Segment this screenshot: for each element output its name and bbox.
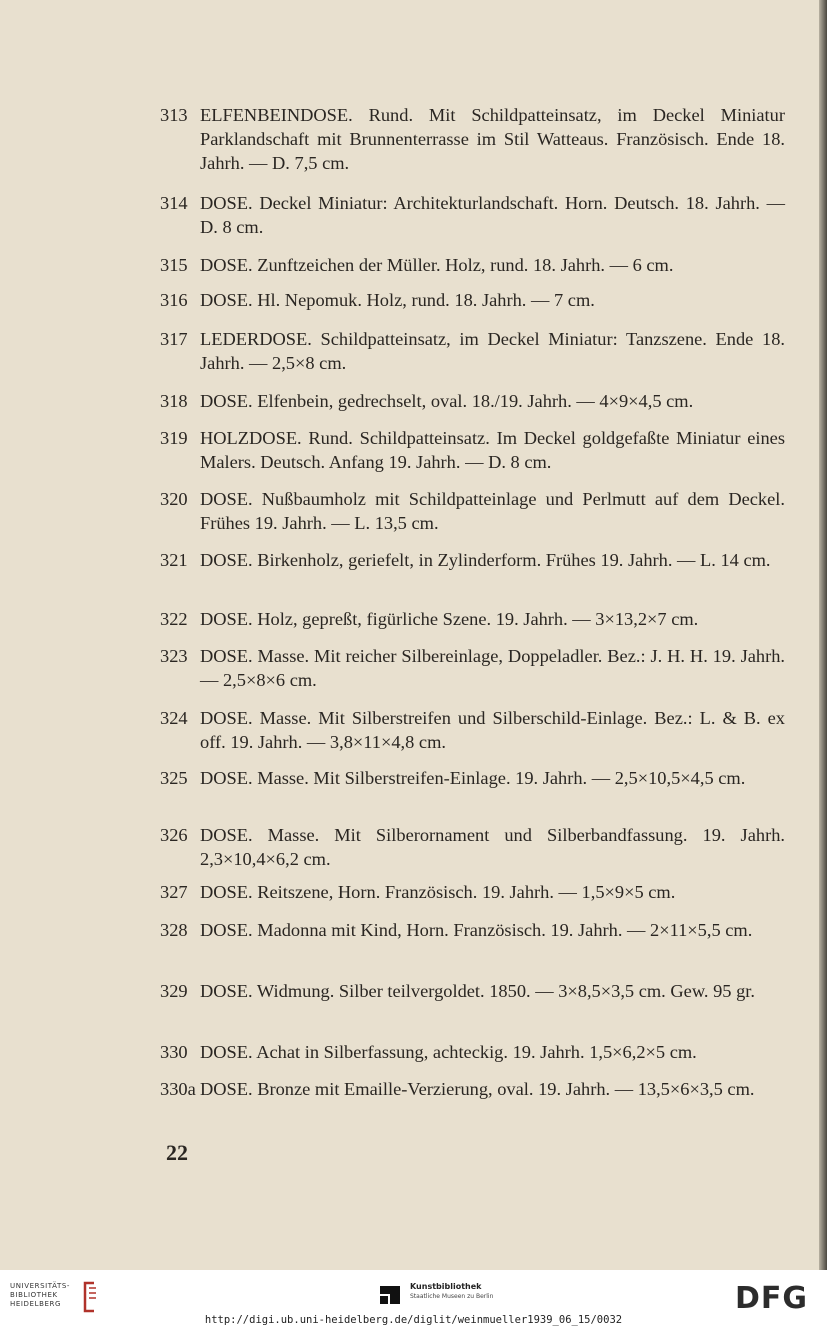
kunstbibliothek-subtitle: Staatliche Museen zu Berlin [410, 1293, 494, 1300]
entry-number: 319 [160, 428, 188, 448]
entry-number: 328 [160, 920, 188, 940]
catalog-entry [160, 979, 785, 1003]
catalog-entry [160, 327, 785, 375]
university-line: HEIDELBERG [10, 1300, 61, 1308]
entry-number: 321 [160, 550, 188, 570]
entry-text: DOSE. Madonna mit Kind, Horn. Französisch. 19. Jahrh. — 2×11×5,5 cm. [200, 920, 753, 940]
entry-number: 325 [160, 768, 188, 788]
source-url-link[interactable]: http://digi.ub.uni-heidelberg.de/diglit/weinmueller1939_06_15/0032 [204, 1314, 623, 1326]
entry-number: 327 [160, 882, 188, 902]
catalog-entry [160, 880, 785, 904]
entry-number: 323 [160, 646, 188, 666]
entry-text: DOSE. Hl. Nepomuk. Holz, rund. 18. Jahrh. — 7 cm. [200, 290, 595, 310]
entry-text: DOSE. Widmung. Silber teilvergoldet. 1850. — 3×8,5×3,5 cm. Gew. 95 gr. [200, 981, 755, 1001]
entry-number: 330a [160, 1079, 196, 1099]
dfg-logo[interactable]: DFG [735, 1281, 809, 1316]
catalog-entry [160, 426, 785, 474]
catalog-entry [160, 288, 785, 312]
entry-text: LEDERDOSE. Schildpatteinsatz, im Deckel Miniatur: Tanzszene. Ende 18. Jahrh. — 2,5×8 cm. [200, 329, 785, 373]
entry-number: 326 [160, 825, 188, 845]
university-line: BIBLIOTHEK [10, 1291, 58, 1299]
entry-text: DOSE. Zunftzeichen der Müller. Holz, rund. 18. Jahrh. — 6 cm. [200, 255, 674, 275]
entry-number: 318 [160, 391, 188, 411]
catalog-entry [160, 823, 785, 871]
university-line: UNIVERSITÄTS- [10, 1282, 71, 1290]
entry-number: 329 [160, 981, 188, 1001]
entry-text: DOSE. Birkenholz, geriefelt, in Zylinderform. Frühes 19. Jahrh. — L. 14 cm. [200, 550, 771, 570]
entry-number: 314 [160, 193, 188, 213]
university-emblem-icon [78, 1280, 100, 1314]
entry-text: DOSE. Masse. Mit Silberornament und Silberbandfassung. 19. Jahrh. 2,3×10,4×6,2 cm. [200, 825, 785, 869]
entry-text: DOSE. Reitszene, Horn. Französisch. 19. Jahrh. — 1,5×9×5 cm. [200, 882, 676, 902]
entry-text: DOSE. Elfenbein, gedrechselt, oval. 18./19. Jahrh. — 4×9×4,5 cm. [200, 391, 694, 411]
catalog-entry [160, 389, 785, 413]
catalog-entry [160, 766, 785, 790]
entry-text: ELFENBEINDOSE. Rund. Mit Schildpatteinsatz, im Deckel Miniatur Parklandschaft mit Brunnenterrasse im Stil Watteaus. Französisch. Ende 18. Jahrh. — D. 7,5 cm. [200, 105, 785, 173]
entry-number: 322 [160, 609, 188, 629]
entry-text: DOSE. Masse. Mit reicher Silbereinlage, Doppeladler. Bez.: J. H. H. 19. Jahrh. — 2,5×8×6 cm. [200, 646, 785, 690]
entry-text: DOSE. Deckel Miniatur: Architekturlandschaft. Horn. Deutsch. 18. Jahrh. — D. 8 cm. [200, 193, 785, 237]
entry-text: DOSE. Holz, gepreßt, figürliche Szene. 19. Jahrh. — 3×13,2×7 cm. [200, 609, 699, 629]
catalog-entry [160, 103, 785, 175]
entry-number: 315 [160, 255, 188, 275]
entry-text: DOSE. Masse. Mit Silberstreifen und Silberschild-Einlage. Bez.: L. & B. ex off. 19. Jahrh. — 3,8×11×4,8 cm. [200, 708, 785, 752]
kunstbibliothek-title: Kunstbibliothek [410, 1282, 482, 1291]
entry-number: 313 [160, 105, 188, 125]
catalog-entry [160, 1077, 785, 1101]
catalog-entry [160, 644, 785, 692]
catalog-entry [160, 607, 785, 631]
university-library-logo[interactable] [10, 1278, 110, 1318]
entry-number: 317 [160, 329, 188, 349]
entry-number: 324 [160, 708, 188, 728]
entry-number: 320 [160, 489, 188, 509]
catalog-entry [160, 487, 785, 535]
catalog-entry [160, 191, 785, 239]
entry-text: DOSE. Achat in Silberfassung, achteckig. 19. Jahrh. 1,5×6,2×5 cm. [200, 1042, 697, 1062]
kunstbibliothek-logo[interactable] [378, 1282, 498, 1312]
page-edge [819, 0, 827, 1270]
entry-text: DOSE. Nußbaumholz mit Schildpatteinlage und Perlmutt auf dem Deckel. Frühes 19. Jahrh. — L. 13,5 cm. [200, 489, 785, 533]
entry-text: DOSE. Masse. Mit Silberstreifen-Einlage. 19. Jahrh. — 2,5×10,5×4,5 cm. [200, 768, 746, 788]
entry-number: 316 [160, 290, 188, 310]
kunstbibliothek-mark-icon [378, 1284, 402, 1306]
catalog-entry [160, 706, 785, 754]
catalog-entry [160, 253, 785, 277]
entry-number: 330 [160, 1042, 188, 1062]
catalog-entry [160, 918, 785, 942]
catalog-entry [160, 1040, 785, 1064]
entry-text: DOSE. Bronze mit Emaille-Verzierung, oval. 19. Jahrh. — 13,5×6×3,5 cm. [200, 1079, 755, 1099]
catalog-entry [160, 548, 785, 572]
entry-text: HOLZDOSE. Rund. Schildpatteinsatz. Im Deckel goldgefaßte Miniatur eines Malers. Deutsch. Anfang 19. Jahrh. — D. 8 cm. [200, 428, 785, 472]
page-number: 22 [166, 1140, 188, 1165]
